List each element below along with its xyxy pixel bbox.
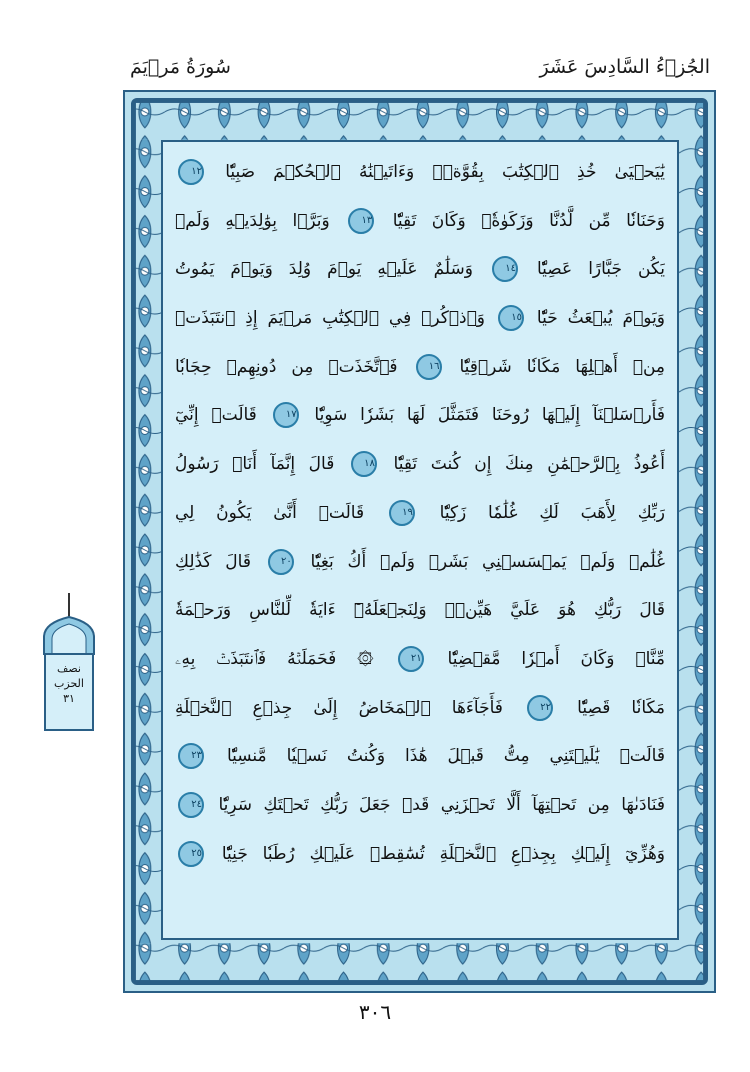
- ayah-number-marker: ١٤: [492, 256, 518, 282]
- verse-line: مِنۡ أَهۡلِهَا مَكَانٗا شَرۡقِيّٗا ١٦ فَٱتَّخَذَتۡ مِن دُونِهِمۡ حِجَابٗا: [175, 343, 665, 392]
- verse-line: غُلَٰمٞ وَلَمۡ يَمۡسَسۡنِي بَشَرٞ وَلَمۡ أَكُ بَغِيّٗا ٢٠ قَالَ كَذَٰلِكِ: [175, 538, 665, 587]
- hizb-number: ٣١: [63, 692, 75, 705]
- ayah-number-marker: ٢٢: [527, 695, 553, 721]
- ayah-number-marker: ١٦: [416, 354, 442, 380]
- ayah-number-marker: ١٢: [178, 159, 204, 185]
- verse-line: رَبِّكِ لِأَهَبَ لَكِ غُلَٰمٗا زَكِيّٗا ١٩ قَالَتۡ أَنَّىٰ يَكُونُ لِي: [175, 489, 665, 538]
- ayah-number-marker: ١٨: [351, 451, 377, 477]
- ayah-number-marker: ٢١: [398, 646, 424, 672]
- ayah-number-marker: ٢٣: [178, 743, 204, 769]
- verse-line: وَحَنَانٗا مِّن لَّدُنَّا وَزَكَوٰةٗۖ وَكَانَ تَقِيّٗا ١٣ وَبَرَّۢا بِوَٰلِدَيۡهِ وَلَمۡ: [175, 197, 665, 246]
- hizb-marker: [40, 615, 98, 733]
- verse-line: قَالَتۡ يَٰلَيۡتَنِي مِتُّ قَبۡلَ هَٰذَا وَكُنتُ نَسۡيٗا مَّنسِيّٗا ٢٣: [175, 732, 665, 781]
- ayah-number-marker: ١٥: [498, 305, 524, 331]
- ayah-number-marker: ١٣: [348, 208, 374, 234]
- hizb-label-mid: الحزب: [54, 677, 84, 690]
- verse-line: يَٰيَحۡيَىٰ خُذِ ٱلۡكِتَٰبَ بِقُوَّةٖۖ وَءَاتَيۡنَٰهُ ٱلۡحُكۡمَ صَبِيّٗا ١٢: [175, 148, 665, 197]
- verse-line: يَكُن جَبَّارًا عَصِيّٗا ١٤ وَسَلَٰمٌ عَلَيۡهِ يَوۡمَ وُلِدَ وَيَوۡمَ يَمُوتُ: [175, 245, 665, 294]
- hizb-label-box: [44, 653, 94, 731]
- ayah-number-marker: ٢٠: [268, 549, 294, 575]
- ayah-number-marker: ٢٥: [178, 841, 204, 867]
- ayah-number-marker: ١٩: [389, 500, 415, 526]
- verse-line: مِّنَّاۚ وَكَانَ أَمۡرٗا مَّقۡضِيّٗا ٢١ ۞ فَحَمَلَتۡهُ فَٱنتَبَذَتۡ بِهِۦ: [175, 635, 665, 684]
- ayah-number-marker: ٢٤: [178, 792, 204, 818]
- verse-line: وَيَوۡمَ يُبۡعَثُ حَيّٗا ١٥ وَٱذۡكُرۡ فِي ٱلۡكِتَٰبِ مَرۡيَمَ إِذِ ٱنتَبَذَتۡ: [175, 294, 665, 343]
- verse-line: أَعُوذُ بِٱلرَّحۡمَٰنِ مِنكَ إِن كُنتَ تَقِيّٗا ١٨ قَالَ إِنَّمَآ أَنَا۠ رَسُولُ: [175, 440, 665, 489]
- verse-line: فَأَرۡسَلۡنَآ إِلَيۡهَا رُوحَنَا فَتَمَثَّلَ لَهَا بَشَرٗا سَوِيّٗا ١٧ قَالَتۡ إِنِّيٓ: [175, 391, 665, 440]
- surah-title: سُورَةُ مَرۡيَمَ: [130, 56, 231, 78]
- verse-line: قَالَ رَبُّكِ هُوَ عَلَيَّ هَيِّنٞۖ وَلِنَجۡعَلَهُۥٓ ءَايَةٗ لِّلنَّاسِ وَرَحۡمَةٗ: [175, 600, 665, 621]
- verse-line: فَنَادَىٰهَا مِن تَحۡتِهَآ أَلَّا تَحۡزَنِي قَدۡ جَعَلَ رَبُّكِ تَحۡتَكِ سَرِيّٗا ٢٤: [175, 781, 665, 830]
- hizb-arch-icon: [40, 615, 98, 655]
- verse-line: وَهُزِّيٓ إِلَيۡكِ بِجِذۡعِ ٱلنَّخۡلَةِ تُسَٰقِطۡ عَلَيۡكِ رُطَبٗا جَنِيّٗا ٢٥: [175, 830, 665, 879]
- verse-lines: [175, 148, 665, 928]
- verse-line: مَكَانٗا قَصِيّٗا ٢٢ فَأَجَآءَهَا ٱلۡمَخَاضُ إِلَىٰ جِذۡعِ ٱلنَّخۡلَةِ: [175, 684, 665, 733]
- juz-title: الجُزۡءُ السَّادِسَ عَشَرَ: [539, 56, 710, 78]
- page-number: ٣٠٦: [358, 1000, 392, 1024]
- hizb-label-top: نصف: [57, 662, 81, 675]
- ayah-number-marker: ١٧: [273, 402, 299, 428]
